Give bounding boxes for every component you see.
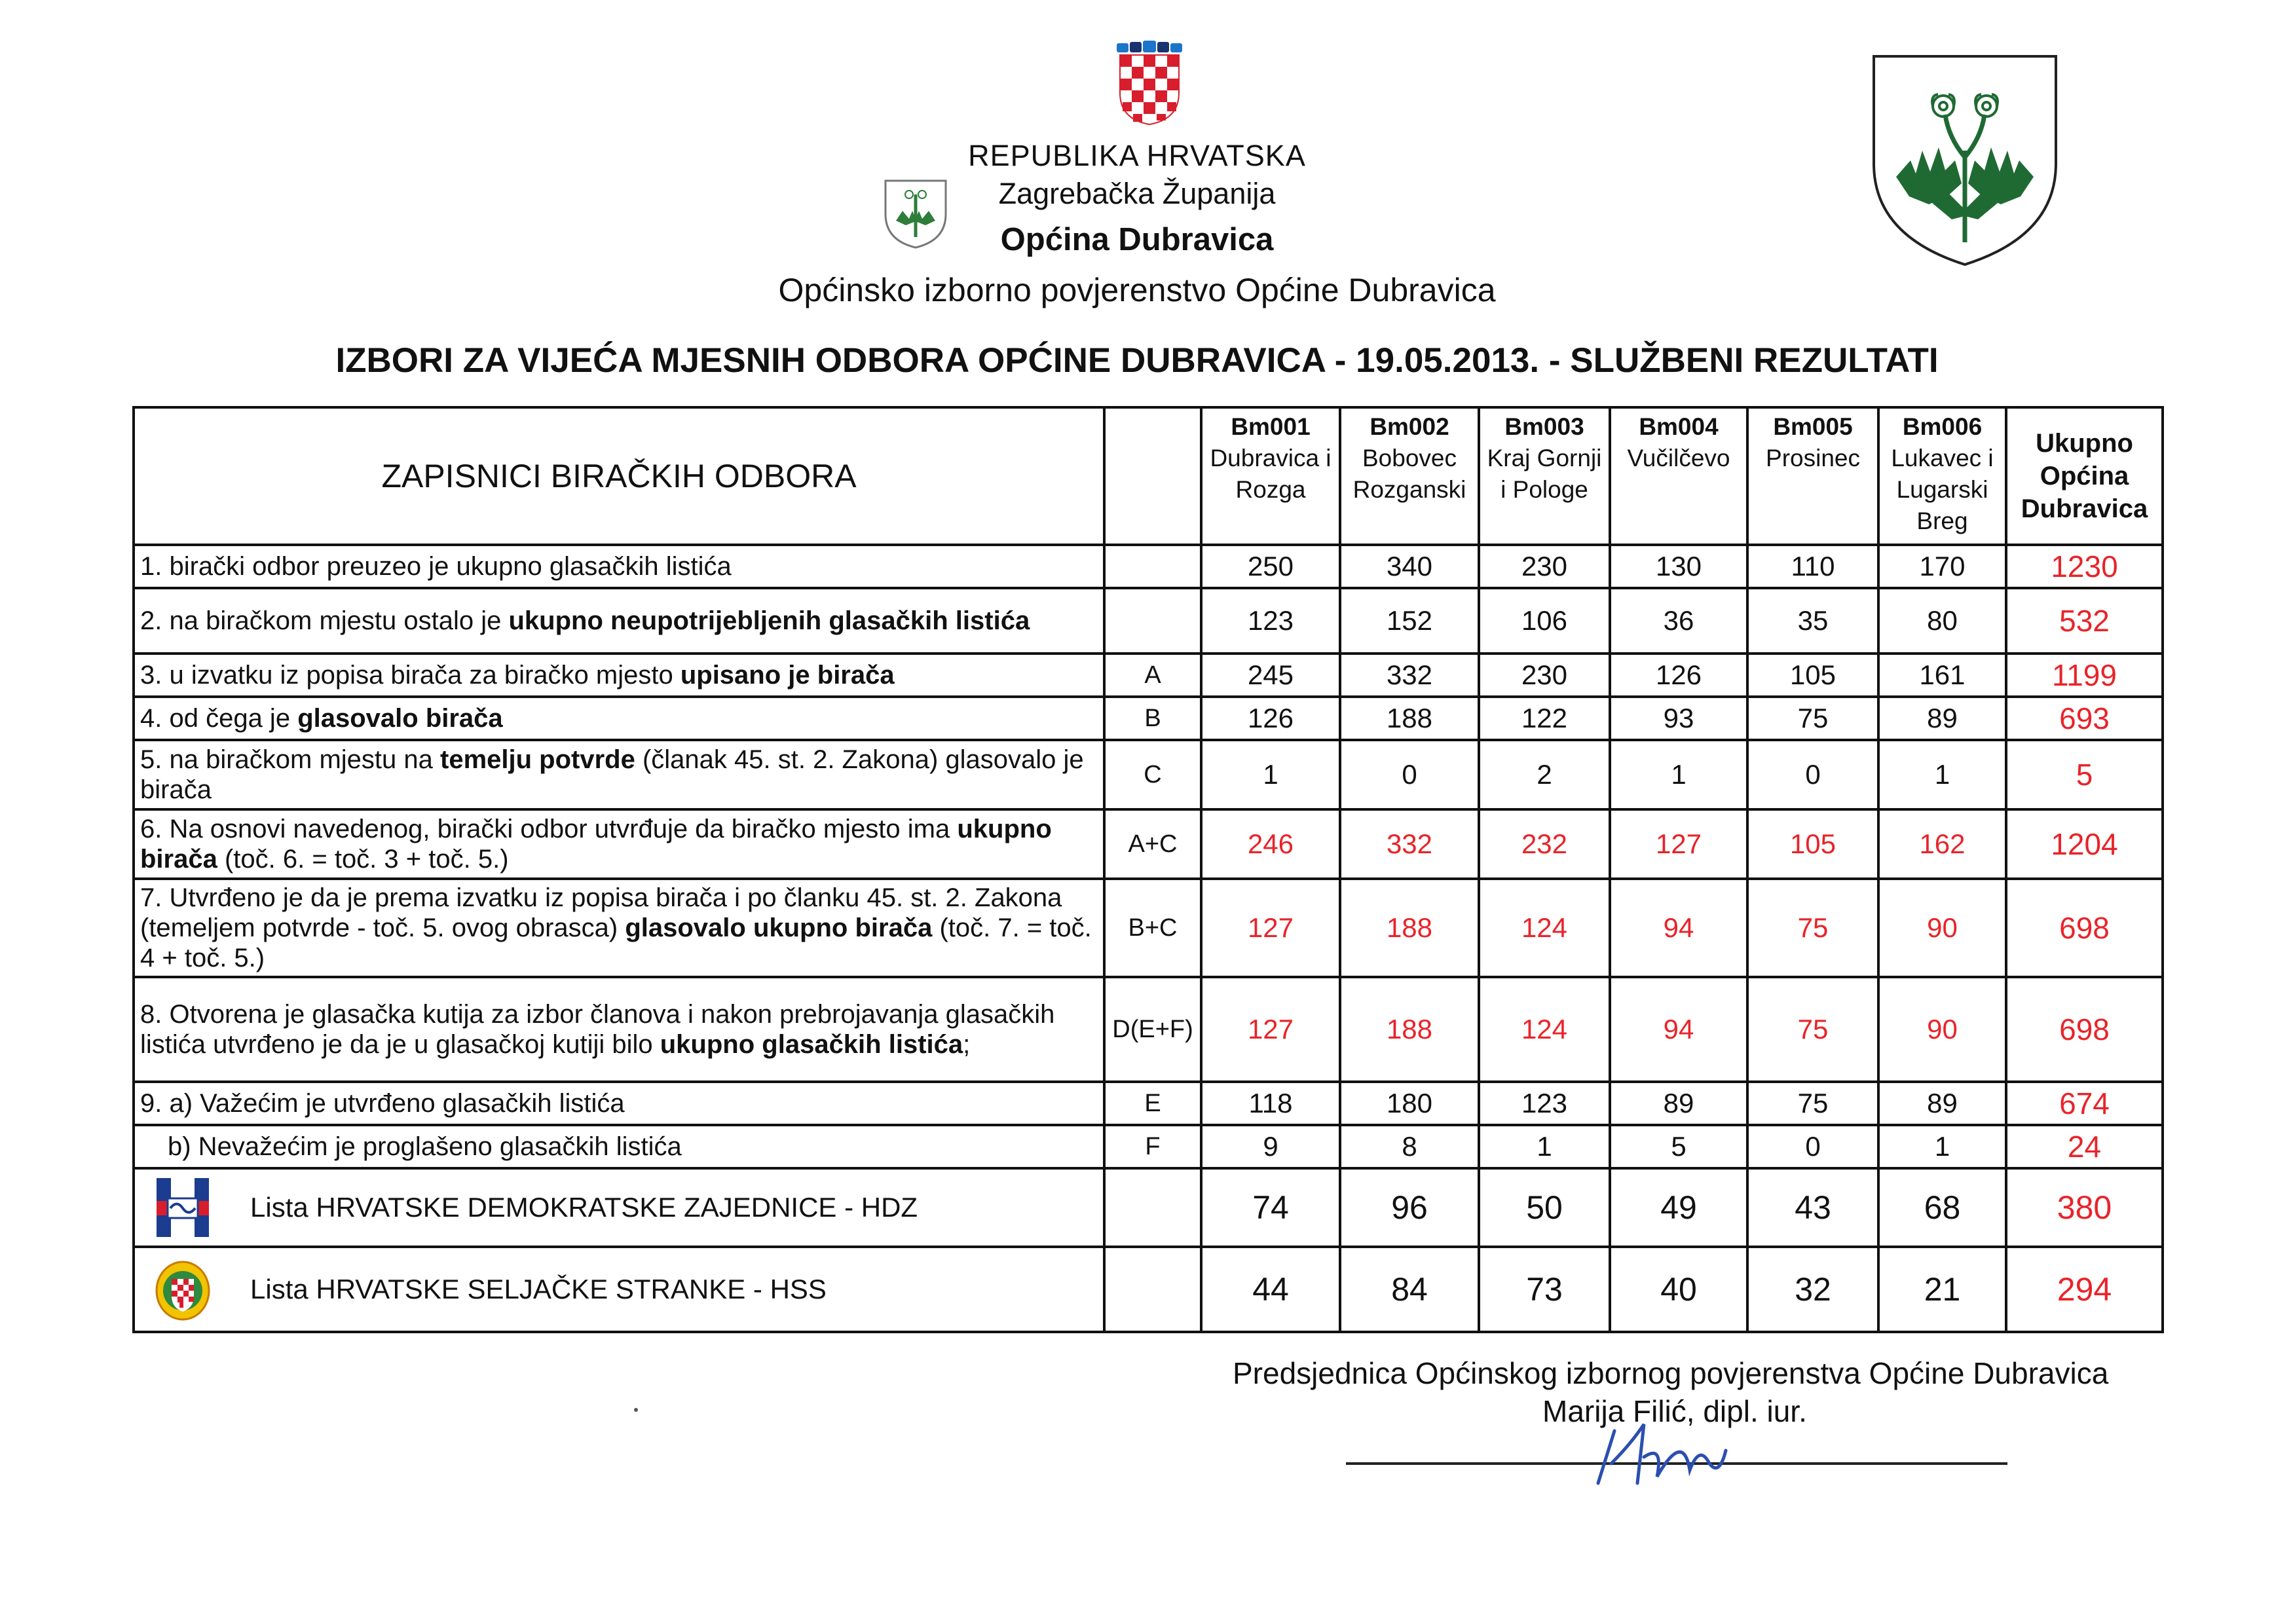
column-header-bm005: Bm005 Prosinec (1747, 407, 1878, 545)
row-label-text: 1. birački odbor preuzeo je ukupno glasačkih listića (140, 552, 732, 581)
cell-value: 89 (1878, 1082, 2006, 1125)
cell-total: 698 (2006, 977, 2163, 1082)
cell-total: 24 (2006, 1125, 2163, 1168)
row-code: F (1104, 1125, 1201, 1168)
table-row (134, 545, 2163, 588)
party-cell-value: 74 (1201, 1168, 1340, 1247)
party-cell-value: 50 (1479, 1168, 1610, 1247)
party-name: Lista HRVATSKE DEMOKRATSKE ZAJEDNICE - HDZ (250, 1192, 918, 1223)
cell-value: 75 (1747, 879, 1878, 977)
column-header-bm006: Bm006 Lukavec i Lugarski Breg (1878, 407, 2006, 545)
cell-value: 0 (1747, 1125, 1878, 1168)
cell-value: 80 (1878, 588, 2006, 654)
row-label (134, 588, 1104, 654)
cell-value: 124 (1479, 879, 1610, 977)
row-label-tail: (toč. 6. = toč. 3 + toč. 5.) (217, 845, 509, 874)
cell-value: 230 (1479, 545, 1610, 588)
row-code: E (1104, 1082, 1201, 1125)
row-label-text: 4. od čega je (140, 704, 298, 733)
cell-value: 1 (1201, 740, 1340, 809)
row-label-bold: glasovalo birača (297, 704, 503, 733)
cell-value: 332 (1340, 654, 1479, 697)
table-row (134, 654, 2163, 697)
commission-name: Općinsko izborno povjerenstvo Općine Dubravica (778, 272, 1496, 308)
row-label-text: b) Nevažećim je proglašeno glasačkih listića (168, 1132, 682, 1161)
row-label-bold: glasovalo ukupno birača (625, 913, 933, 942)
hss-logo-icon (153, 1257, 212, 1322)
row-code: A+C (1104, 809, 1201, 879)
cell-value: 94 (1610, 977, 1747, 1082)
row-code (1104, 545, 1201, 588)
cell-total: 5 (2006, 740, 2163, 809)
cell-value: 1 (1479, 1125, 1610, 1168)
column-header-bm004: Bm004 Vučilčevo (1610, 407, 1747, 545)
cell-total: 674 (2006, 1082, 2163, 1125)
signatory-name: Marija Filić, dipl. iur. (1542, 1394, 1807, 1428)
country-name: REPUBLIKA HRVATSKA (968, 139, 1306, 172)
cell-total: 532 (2006, 588, 2163, 654)
cell-value: 1 (1878, 1125, 2006, 1168)
party-name: Lista HRVATSKE SELJAČKE STRANKE - HSS (250, 1274, 827, 1304)
row-label-bold: upisano je birača (680, 661, 895, 690)
party-cell-value: 96 (1340, 1168, 1479, 1247)
row-label-text: 7. Utvrđeno je da je prema izvatku iz popisa birača i po članku 45. st. 2. Zakona (temeljem potvrde - toč. 5. ovog obrasca) (140, 883, 1062, 942)
row-label (134, 1082, 1104, 1125)
cell-value: 36 (1610, 588, 1747, 654)
cell-value: 89 (1610, 1082, 1747, 1125)
row-label-bold: temelju potvrde (440, 745, 635, 774)
cell-value: 2 (1479, 740, 1610, 809)
row-code: B (1104, 697, 1201, 740)
signature-icon (1585, 1405, 1755, 1496)
cell-value: 188 (1340, 977, 1479, 1082)
row-code: C (1104, 740, 1201, 809)
cell-value: 126 (1201, 697, 1340, 740)
row-label-text: 6. Na osnovi navedenog, birački odbor utvrđuje da biračko mjesto ima (140, 815, 958, 843)
cell-total: 1204 (2006, 809, 2163, 879)
table-row (134, 1082, 2163, 1125)
party-code (1104, 1247, 1201, 1332)
code-header (1104, 407, 1201, 545)
table-row (134, 879, 2163, 977)
county-name: Zagrebačka Županija (998, 177, 1276, 210)
cell-value: 123 (1201, 588, 1340, 654)
cell-value: 93 (1610, 697, 1747, 740)
cell-value: 123 (1479, 1082, 1610, 1125)
cell-total: 1230 (2006, 545, 2163, 588)
row-code: A (1104, 654, 1201, 697)
cell-value: 230 (1479, 654, 1610, 697)
row-code: D(E+F) (1104, 977, 1201, 1082)
scan-dot (634, 1408, 638, 1412)
croatia-coat-of-arms-icon (1113, 41, 1185, 126)
row-label (134, 697, 1104, 740)
row-label-text: 2. na biračkom mjestu ostalo je (140, 606, 509, 635)
cell-value: 105 (1747, 809, 1878, 879)
cell-value: 180 (1340, 1082, 1479, 1125)
row-label (134, 545, 1104, 588)
cell-value: 188 (1340, 879, 1479, 977)
cell-value: 75 (1747, 697, 1878, 740)
page-title: IZBORI ZA VIJEĆA MJESNIH ODBORA OPĆINE DUBRAVICA - 19.05.2013. - SLUŽBENI REZULTATI (335, 341, 1939, 380)
row-label-bold: ukupno birača (140, 815, 1052, 874)
cell-value: 161 (1878, 654, 2006, 697)
party-cell-value: 43 (1747, 1168, 1878, 1247)
row-label (134, 1125, 1104, 1168)
cell-value: 1 (1878, 740, 2006, 809)
cell-value: 250 (1201, 545, 1340, 588)
column-header-bm003: Bm003 Kraj Gornji i Pologe (1479, 407, 1610, 545)
signatory-role: Predsjednica Općinskog izbornog povjerenstva Općine Dubravica (1233, 1356, 2109, 1390)
party-cell-total: 380 (2006, 1168, 2163, 1247)
cell-value: 0 (1340, 740, 1479, 809)
row-label-text: 3. u izvatku iz popisa birača za biračko mjesto (140, 661, 680, 690)
party-row (134, 1168, 2163, 1247)
cell-value: 124 (1479, 977, 1610, 1082)
column-header-total: Ukupno Općina Dubravica (2006, 407, 2163, 545)
table-row (134, 977, 2163, 1082)
party-cell-value: 21 (1878, 1247, 2006, 1332)
cell-value: 8 (1340, 1125, 1479, 1168)
table-row (134, 697, 2163, 740)
cell-value: 118 (1201, 1082, 1340, 1125)
cell-value: 340 (1340, 545, 1479, 588)
table-row (134, 809, 2163, 879)
cell-value: 106 (1479, 588, 1610, 654)
cell-value: 110 (1747, 545, 1878, 588)
party-cell-value: 84 (1340, 1247, 1479, 1332)
cell-value: 105 (1747, 654, 1878, 697)
party-cell-value: 49 (1610, 1168, 1747, 1247)
party-cell-value: 32 (1747, 1247, 1878, 1332)
results-table (132, 406, 2164, 1333)
cell-value: 90 (1878, 879, 2006, 977)
party-cell-value: 44 (1201, 1247, 1340, 1332)
column-header-bm001: Bm001 Dubravica i Rozga (1201, 407, 1340, 545)
table-header-row (134, 407, 2163, 545)
table-row (134, 588, 2163, 654)
cell-value: 127 (1201, 879, 1340, 977)
row-label (134, 654, 1104, 697)
row-label-text: 5. na biračkom mjestu na (140, 745, 440, 774)
table-row (134, 740, 2163, 809)
cell-value: 170 (1878, 545, 2006, 588)
cell-value: 127 (1201, 977, 1340, 1082)
cell-value: 90 (1878, 977, 2006, 1082)
row-label-bold: ukupno glasačkih listića (660, 1030, 963, 1059)
row-label-tail: ; (963, 1030, 971, 1059)
row-label-text: 8. Otvorena je glasačka kutija za izbor članova i nakon prebrojavanja glasačkih listića utvrđeno je da je u glasačkoj kutiji bilo (140, 1000, 1055, 1059)
cell-value: 152 (1340, 588, 1479, 654)
municipality-name: Općina Dubravica (1000, 222, 1274, 257)
cell-value: 122 (1479, 697, 1610, 740)
party-row (134, 1247, 2163, 1332)
table-row (134, 1125, 2163, 1168)
row-label-tail: (toč. 7. = toč. 4 + toč. 5.) (140, 913, 1092, 972)
cell-value: 332 (1340, 809, 1479, 879)
row-label-text: 9. a) Važećim je utvrđeno glasačkih listića (140, 1089, 625, 1118)
cell-value: 126 (1610, 654, 1747, 697)
table-label-header: ZAPISNICI BIRAČKIH ODBORA (134, 407, 1104, 545)
cell-value: 75 (1747, 1082, 1878, 1125)
party-cell-value: 68 (1878, 1168, 2006, 1247)
hdz-logo-icon (153, 1175, 212, 1240)
row-label (134, 977, 1104, 1082)
cell-value: 5 (1610, 1125, 1747, 1168)
party-code (1104, 1168, 1201, 1247)
party-label (134, 1168, 1104, 1247)
row-label (134, 879, 1104, 977)
cell-value: 9 (1201, 1125, 1340, 1168)
party-cell-total: 294 (2006, 1247, 2163, 1332)
cell-value: 75 (1747, 977, 1878, 1082)
row-label (134, 809, 1104, 879)
column-header-bm002: Bm002 Bobovec Rozganski (1340, 407, 1479, 545)
row-code: B+C (1104, 879, 1201, 977)
cell-value: 246 (1201, 809, 1340, 879)
party-cell-value: 73 (1479, 1247, 1610, 1332)
row-code (1104, 588, 1201, 654)
cell-value: 94 (1610, 879, 1747, 977)
cell-value: 232 (1479, 809, 1610, 879)
row-label-tail: (članak 45. st. 2. Zakona) glasovalo je birača (140, 745, 1084, 804)
results-table-wrapper (132, 406, 2161, 1333)
cell-value: 127 (1610, 809, 1747, 879)
cell-value: 35 (1747, 588, 1878, 654)
cell-value: 89 (1878, 697, 2006, 740)
cell-value: 0 (1747, 740, 1878, 809)
party-label (134, 1247, 1104, 1332)
cell-total: 698 (2006, 879, 2163, 977)
cell-total: 1199 (2006, 654, 2163, 697)
row-label (134, 740, 1104, 809)
party-cell-value: 40 (1610, 1247, 1747, 1332)
cell-value: 188 (1340, 697, 1479, 740)
cell-value: 162 (1878, 809, 2006, 879)
cell-value: 245 (1201, 654, 1340, 697)
cell-value: 130 (1610, 545, 1747, 588)
cell-total: 693 (2006, 697, 2163, 740)
row-label-bold: ukupno neupotrijebljenih glasačkih listića (508, 606, 1030, 635)
cell-value: 1 (1610, 740, 1747, 809)
